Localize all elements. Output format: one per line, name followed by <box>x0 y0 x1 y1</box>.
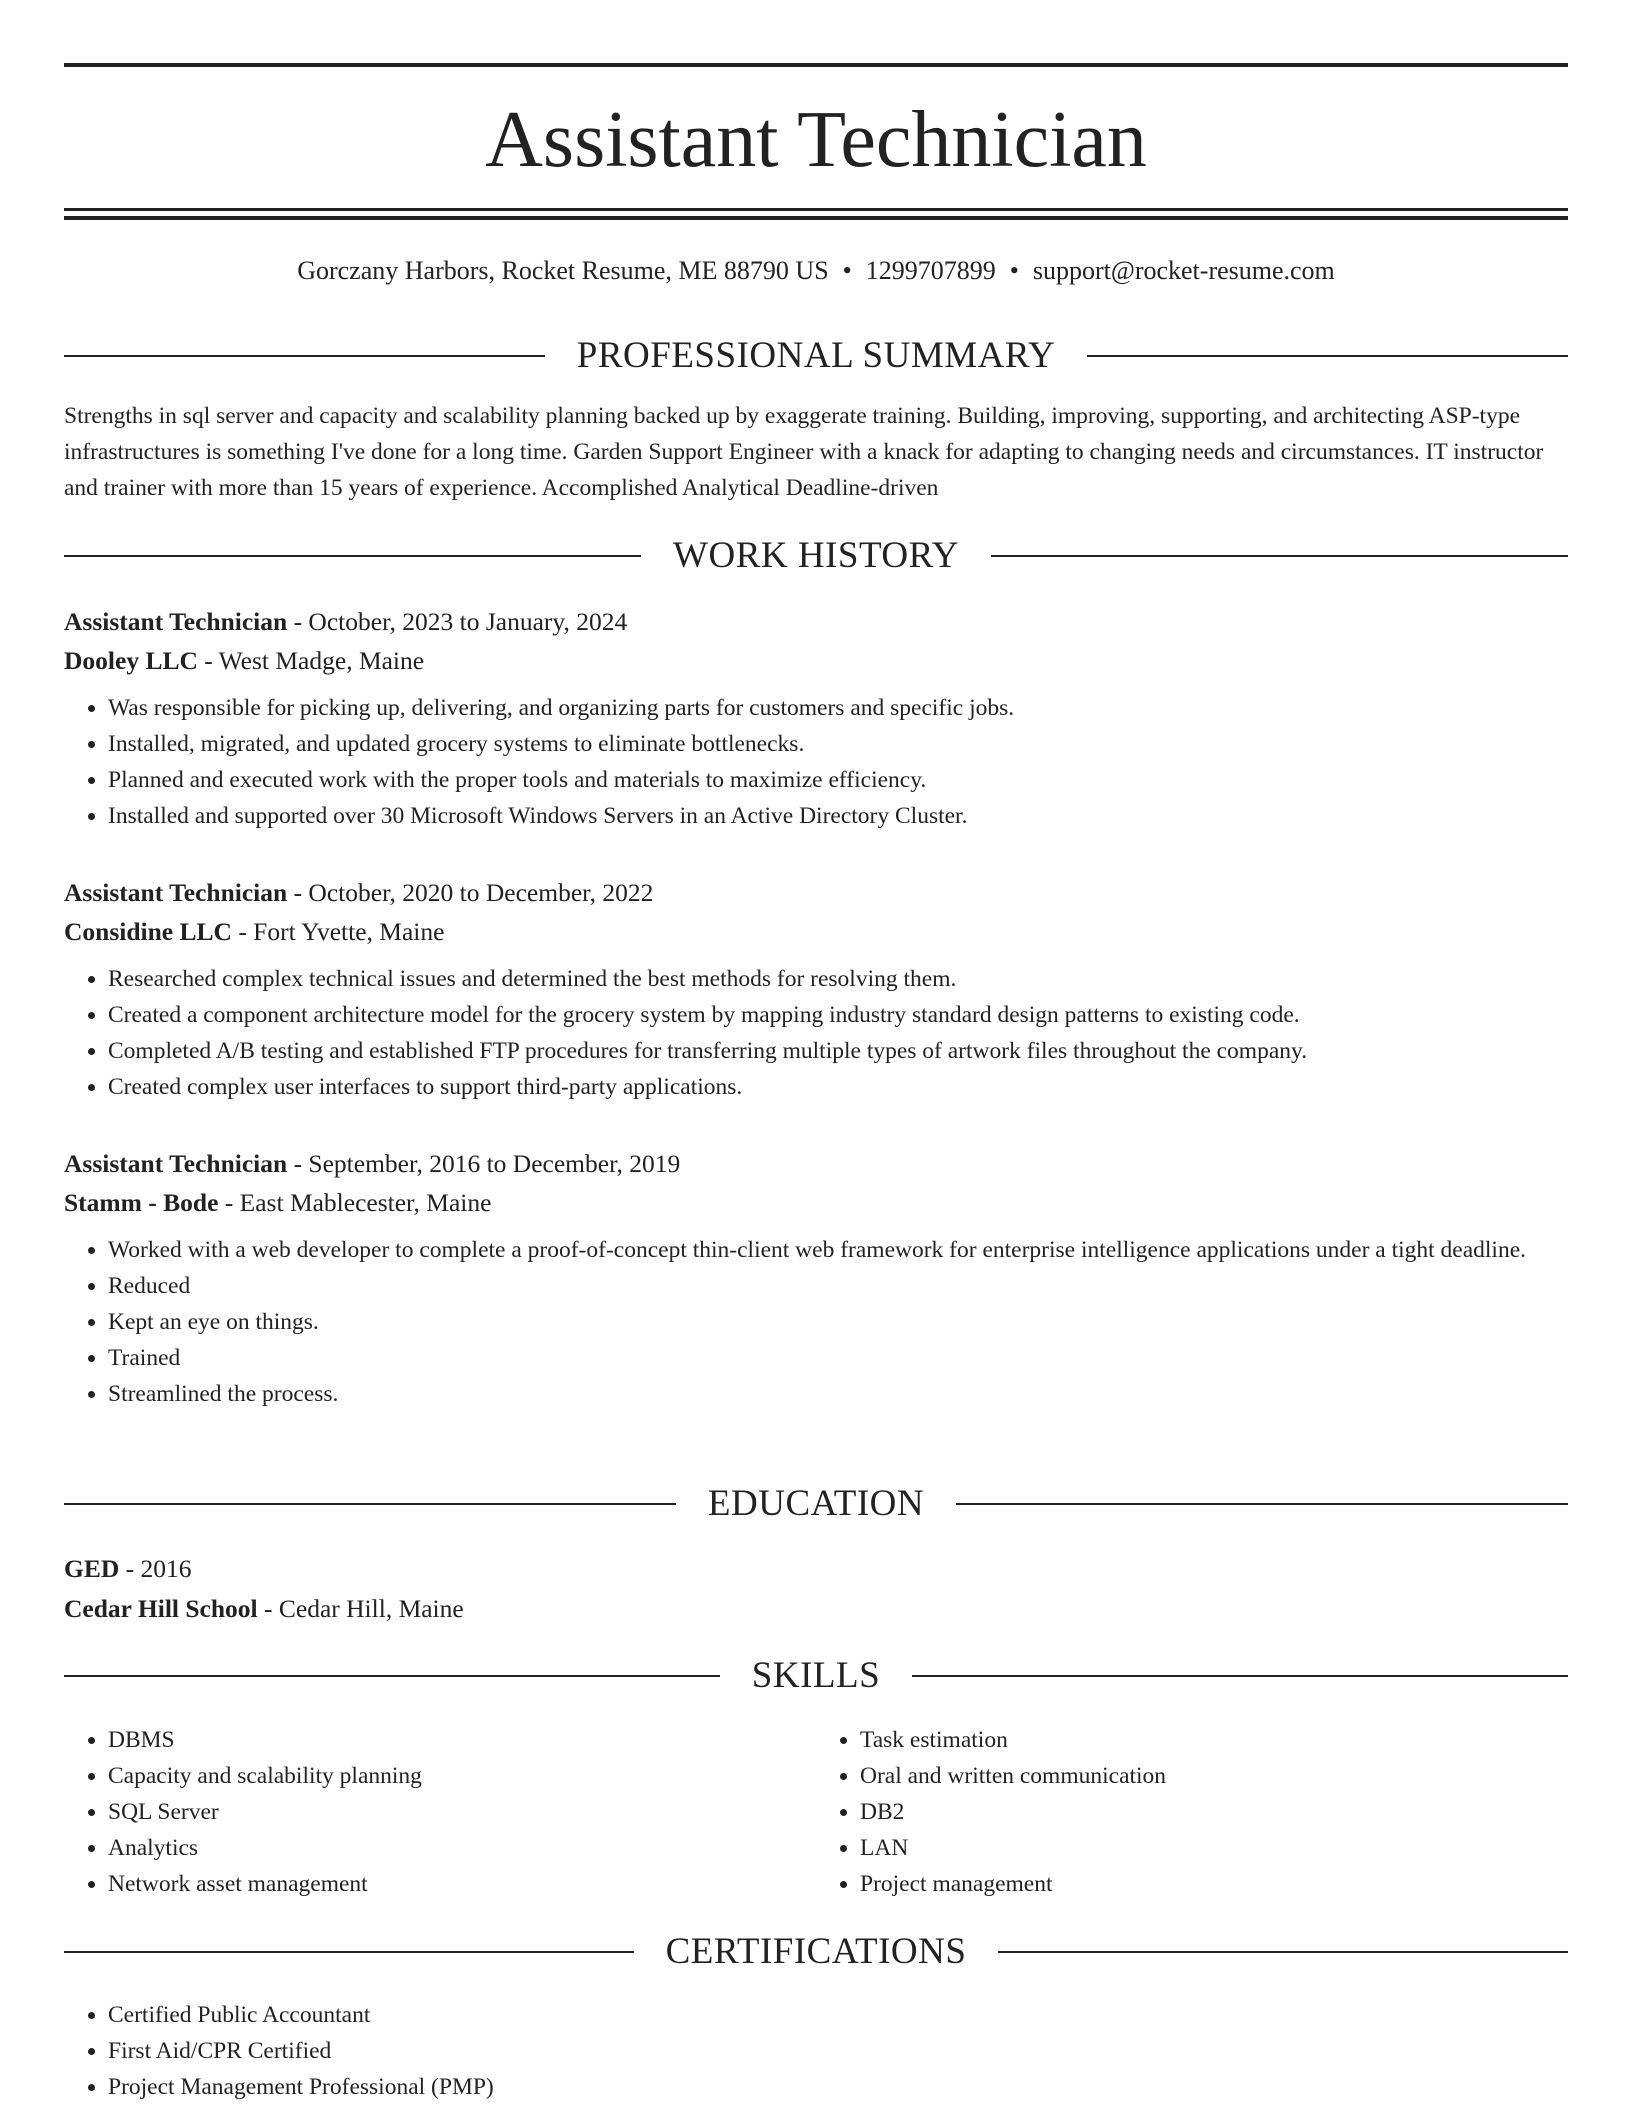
certification-item: • Certified Public Accountant <box>108 1997 1568 2033</box>
certifications-title: CERTIFICATIONS <box>665 1931 967 1972</box>
certifications-section <box>64 1997 1568 2105</box>
job-title: Assistant Technician <box>64 878 288 907</box>
job-bullet: • Was responsible for picking up, delivering, and organizing parts for customers and specific jobs. <box>108 690 1568 726</box>
heading-rule <box>998 1951 1568 1953</box>
education-location: - Cedar Hill, Maine <box>257 1594 464 1623</box>
job-location: - Fort Yvette, Maine <box>231 917 445 946</box>
job-bullet: • Reduced <box>108 1268 1568 1304</box>
job-bullet: • Installed and supported over 30 Microsoft Windows Servers in an Active Directory Cluster. <box>108 798 1568 834</box>
education-year: - 2016 <box>119 1554 192 1583</box>
job-company: Stamm - Bode <box>64 1188 219 1217</box>
contact-email: support@rocket-resume.com <box>1032 256 1335 285</box>
job-bullet: • Researched complex technical issues and determined the best methods for resolving them. <box>108 961 1568 997</box>
skill-item: • Task estimation <box>860 1722 1568 1758</box>
job-bullet: • Worked with a web developer to complete a proof-of-concept thin-client web framework for enterprise intelligence applications under a tight deadline. <box>108 1232 1568 1268</box>
skill-item: • Network asset management <box>108 1866 816 1902</box>
skills-columns <box>64 1722 1568 1902</box>
heading-rule <box>1087 355 1568 357</box>
job-bullet: • Trained <box>108 1340 1568 1376</box>
job-dates: - October, 2020 to December, 2022 <box>287 878 654 907</box>
job-dates: - September, 2016 to December, 2019 <box>287 1149 681 1178</box>
skill-item: • Analytics <box>108 1830 816 1866</box>
skills-list-right <box>816 1722 1568 1902</box>
certification-item: • First Aid/CPR Certified <box>108 2033 1568 2069</box>
job-bullet: • Streamlined the process. <box>108 1376 1568 1412</box>
job-bullet: • Installed, migrated, and updated grocery systems to eliminate bottlenecks. <box>108 726 1568 762</box>
education-entry <box>64 1549 1568 1629</box>
header-rule-upper <box>64 208 1568 211</box>
job-bullet: • Planned and executed work with the proper tools and materials to maximize efficiency. <box>108 762 1568 798</box>
contact-phone: 1299707899 <box>865 256 996 285</box>
heading-rule <box>64 1951 634 1953</box>
work-heading <box>64 534 1568 578</box>
job-location: - West Madge, Maine <box>197 646 425 675</box>
heading-rule <box>64 355 545 357</box>
job-company: Dooley LLC <box>64 646 198 675</box>
job-entry <box>64 1144 1568 1412</box>
education-heading <box>64 1482 1568 1526</box>
education-degree: GED <box>64 1554 120 1583</box>
job-entry <box>64 873 1568 1105</box>
summary-text: Strengths in sql server and capacity and scalability planning backed up by exaggerate training. Building, improving, supporting, and architecting ASP-type infrastructures is something I've done for a long time. Garden Support Engineer with a knack for adapting to changing needs and circumstances. IT instructor and trainer with more than 15 years of experience. Accomplished Analytical Deadline-driven <box>64 403 1544 501</box>
header-rule-lower <box>64 216 1568 220</box>
heading-rule <box>64 1503 676 1505</box>
skill-item: • DB2 <box>860 1794 1568 1830</box>
heading-rule <box>912 1675 1568 1677</box>
job-title: Assistant Technician <box>64 1149 288 1178</box>
skill-item: • Project management <box>860 1866 1568 1902</box>
heading-rule <box>64 555 641 557</box>
certifications-list <box>64 1997 1568 2105</box>
heading-rule <box>64 1675 720 1677</box>
job-bullet: • Created complex user interfaces to support third-party applications. <box>108 1069 1568 1105</box>
skill-item: • SQL Server <box>108 1794 816 1830</box>
job-bullets <box>64 961 1568 1105</box>
job-title: Assistant Technician <box>64 607 288 636</box>
contact-line <box>64 254 1568 288</box>
job-bullet: • Completed A/B testing and established FTP procedures for transferring multiple types of artwork files throughout the company. <box>108 1033 1568 1069</box>
top-rule <box>64 63 1568 67</box>
job-bullets <box>64 690 1568 834</box>
certification-item: • Project Management Professional (PMP) <box>108 2069 1568 2105</box>
job-location: - East Mablecester, Maine <box>218 1188 492 1217</box>
education-title: EDUCATION <box>707 1483 925 1524</box>
job-bullets <box>64 1232 1568 1412</box>
job-bullet: • Created a component architecture model for the grocery system by mapping industry standard design patterns to existing code. <box>108 997 1568 1033</box>
skill-item: • DBMS <box>108 1722 816 1758</box>
contact-address: Gorczany Harbors, Rocket Resume, ME 88790 US <box>297 256 829 285</box>
job-dates: - October, 2023 to January, 2024 <box>287 607 628 636</box>
skill-item: • LAN <box>860 1830 1568 1866</box>
contact-separator: • <box>842 256 852 285</box>
skills-heading <box>64 1654 1568 1698</box>
summary-heading <box>64 334 1568 378</box>
work-title: WORK HISTORY <box>673 535 959 576</box>
contact-separator: • <box>1009 256 1019 285</box>
education-school: Cedar Hill School <box>64 1594 258 1623</box>
job-company: Considine LLC <box>64 917 232 946</box>
heading-rule <box>991 555 1568 557</box>
certifications-heading <box>64 1930 1568 1974</box>
skills-list-left <box>64 1722 816 1902</box>
heading-rule <box>956 1503 1568 1505</box>
skills-title: SKILLS <box>751 1655 881 1696</box>
job-bullet: • Kept an eye on things. <box>108 1304 1568 1340</box>
resume-name: Assistant Technician <box>485 96 1147 184</box>
skill-item: • Capacity and scalability planning <box>108 1758 816 1794</box>
summary-title: PROFESSIONAL SUMMARY <box>576 335 1056 376</box>
job-entry <box>64 602 1568 834</box>
skill-item: • Oral and written communication <box>860 1758 1568 1794</box>
